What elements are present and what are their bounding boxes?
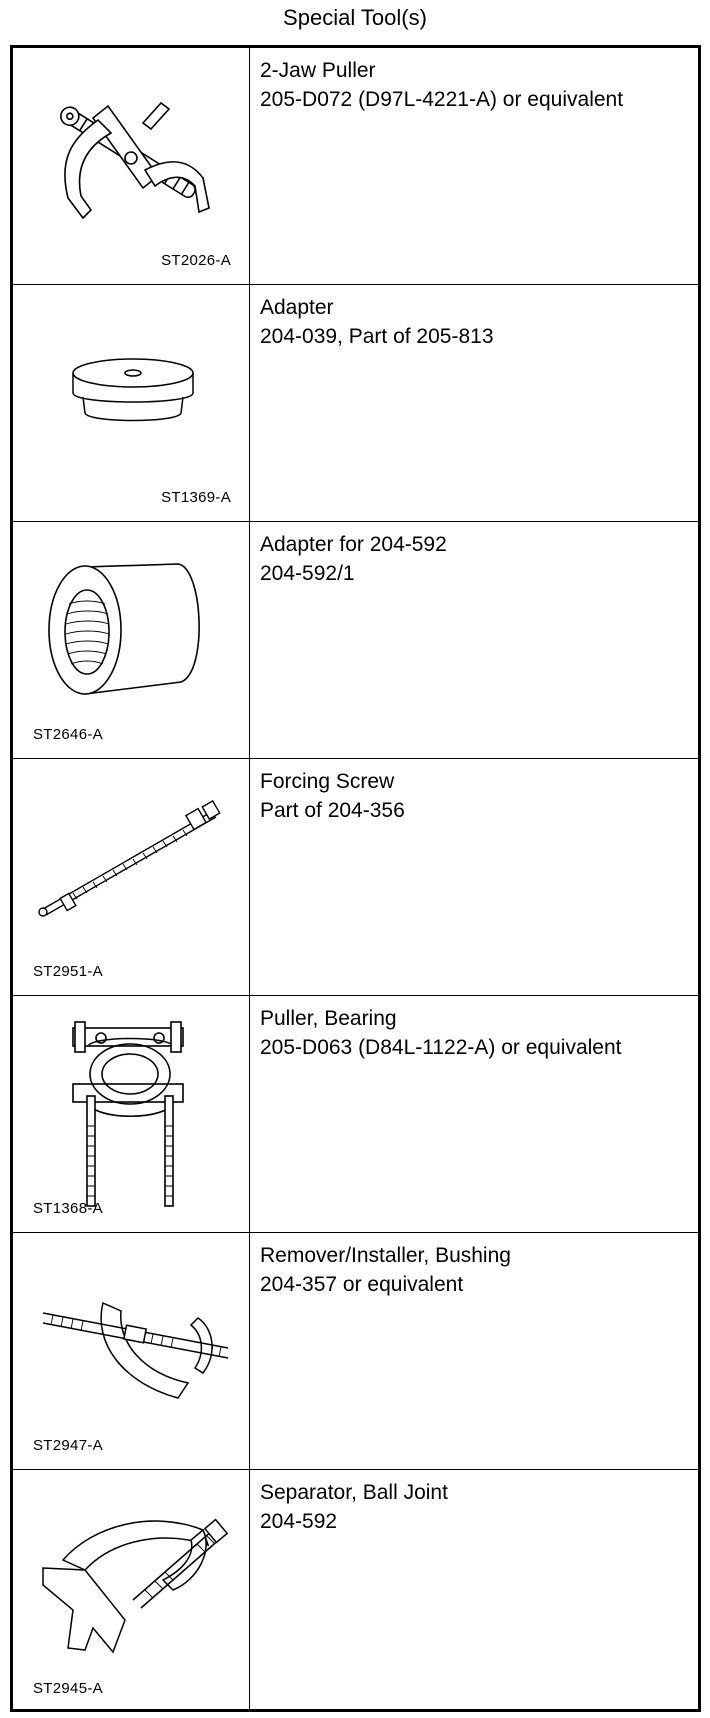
tool-name: Separator, Ball Joint (260, 1481, 448, 1504)
tool-part-number: Part of 204-356 (260, 799, 405, 822)
tool-code: ST2646-A (33, 726, 103, 743)
tool-code: ST1369-A (161, 489, 231, 506)
tool-code: ST2026-A (161, 252, 231, 269)
tool-code: ST2951-A (33, 963, 103, 980)
tool-description (260, 530, 695, 588)
tool-row (13, 285, 698, 522)
tool-description (260, 1004, 695, 1062)
tool-description (260, 56, 695, 114)
tool-part-number: 204-592 (260, 1510, 338, 1533)
two-jaw-puller-icon (13, 48, 250, 285)
tool-image-cell (13, 48, 250, 284)
tool-image-cell (13, 285, 250, 521)
tool-image-cell (13, 1470, 250, 1712)
tool-description (260, 293, 695, 351)
tool-image-cell (13, 1233, 250, 1469)
tool-name: Adapter for 204-592 (260, 533, 447, 556)
tool-name: Adapter (260, 296, 334, 319)
tool-description (260, 1478, 695, 1536)
tool-row (13, 759, 698, 996)
tool-name: Forcing Screw (260, 770, 395, 793)
special-tools-table (10, 45, 701, 1712)
bearing-puller-icon (13, 996, 250, 1233)
tool-row (13, 522, 698, 759)
tool-image-cell (13, 759, 250, 995)
tool-name: 2-Jaw Puller (260, 59, 376, 82)
tool-description (260, 767, 695, 825)
tool-description (260, 1241, 695, 1299)
tool-code: ST2947-A (33, 1437, 103, 1454)
tool-name: Remover/Installer, Bushing (260, 1244, 511, 1267)
tool-part-number: 204-039, Part of 205-813 (260, 325, 494, 348)
tool-code: ST2945-A (33, 1680, 103, 1697)
bushing-remover-icon (13, 1233, 250, 1470)
tool-row (13, 48, 698, 285)
adapter-icon (13, 285, 250, 522)
tool-row (13, 1470, 698, 1712)
forcing-screw-icon (13, 759, 250, 996)
tool-part-number: 204-357 or equivalent (260, 1273, 464, 1296)
tool-part-number: 205-D063 (D84L-1122-A) or equivalent (260, 1036, 622, 1059)
tool-code: ST1368-A (33, 1200, 103, 1217)
tool-row (13, 1233, 698, 1470)
tool-part-number: 205-D072 (D97L-4221-A) or equivalent (260, 88, 624, 111)
tool-row (13, 996, 698, 1233)
page-title: Special Tool(s) (283, 5, 427, 30)
ball-joint-separator-icon (13, 1470, 250, 1707)
tool-name: Puller, Bearing (260, 1007, 397, 1030)
threaded-adapter-icon (13, 522, 250, 759)
tool-image-cell (13, 522, 250, 758)
tool-part-number: 204-592/1 (260, 562, 355, 585)
tool-image-cell (13, 996, 250, 1232)
